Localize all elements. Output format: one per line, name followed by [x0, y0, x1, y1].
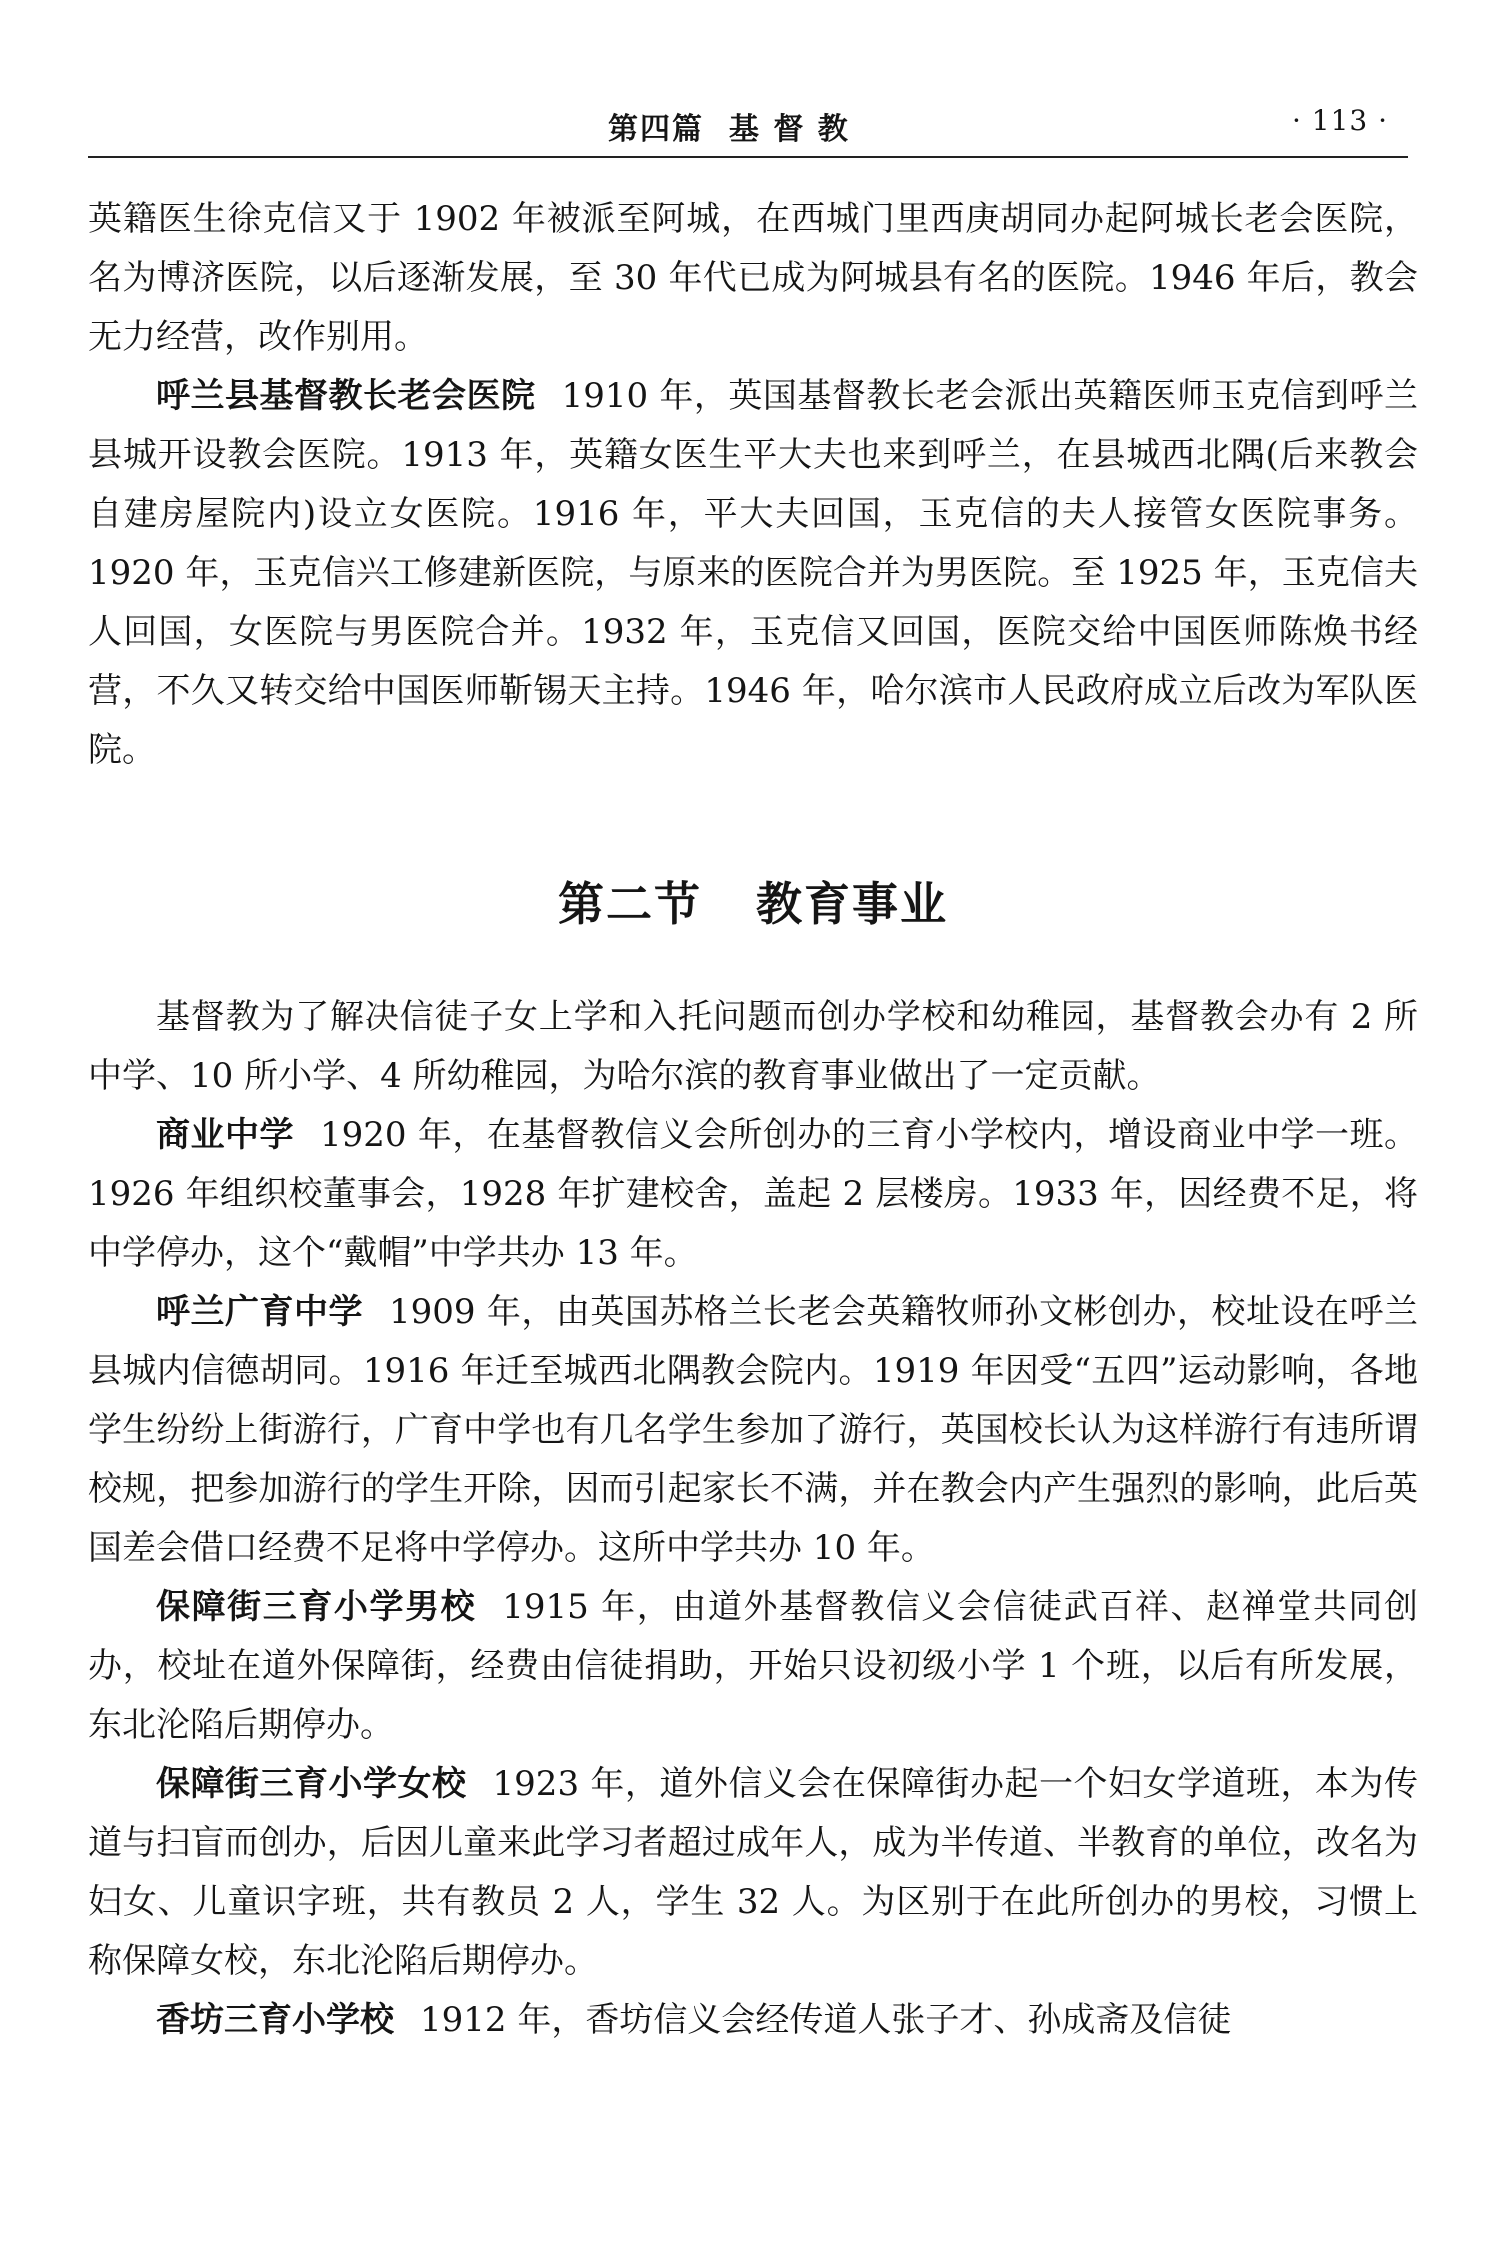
paragraph-baozhang-girls-school [88, 1755, 1418, 1991]
paragraph-intro [88, 988, 1418, 1106]
paragraph-lead: 商业中学 [156, 1115, 295, 1155]
paragraph-xiangfang-school [88, 1991, 1418, 2050]
paragraph-text: 英籍医生徐克信又于 1902 年被派至阿城，在西城门里西庚胡同办起阿城长老会医院，名为博济医院，以后逐渐发展，至 30 年代已成为阿城县有名的医院。1946 年后，教会无力经营，改作别用。 [88, 199, 1418, 357]
paragraph-continuation [88, 190, 1418, 367]
section-title: 第二节 教育事业 [557, 877, 949, 931]
paragraph-text: 1909 年，由英国苏格兰长老会英籍牧师孙文彬创办，校址设在呼兰县城内信德胡同。1916 年迁至城西北隅教会院内。1919 年因受“五四”运动影响，各地学生纷纷上街游行，广育中学也有几名学生参加了游行，英国校长认为这样游行有违所谓校规，把参加游行的学生开除，因而引起家长不满，并在教会内产生强烈的影响，此后英国差会借口经费不足将中学停办。这所中学共办 10 年。 [88, 1292, 1418, 1568]
paragraph-lead: 香坊三育小学校 [156, 2000, 394, 2040]
paragraph-text: 1920 年，在基督教信义会所创办的三育小学校内，增设商业中学一班。1926 年组织校董事会，1928 年扩建校舍，盖起 2 层楼房。1933 年，因经费不足，将中学停办，这个“戴帽”中学共办 13 年。 [88, 1115, 1419, 1273]
paragraph-lead: 保障街三育小学男校 [156, 1587, 477, 1627]
header-title: 第四篇 基 督 教 [608, 112, 850, 147]
paragraph-text: 1915 年，由道外基督教信义会信徒武百祥、赵禅堂共同创办，校址在道外保障街，经费由信徒捐助，开始只设初级小学 1 个班，以后有所发展，东北沦陷后期停办。 [88, 1587, 1418, 1745]
paragraph-hulan-hospital [88, 367, 1418, 780]
paragraph-lead: 呼兰县基督教长老会医院 [156, 376, 536, 416]
paragraph-text: 1912 年，香坊信义会经传道人张子才、孙成斋及信徒 [420, 2000, 1232, 2040]
page-number: · 113 · [1291, 104, 1388, 137]
paragraph-lead: 呼兰广育中学 [156, 1292, 364, 1332]
paragraph-text: 1910 年，英国基督教长老会派出英籍医师玉克信到呼兰县城开设教会医院。1913 年，英籍女医生平大夫也来到呼兰，在县城西北隅(后来教会自建房屋院内)设立女医院。1916 年，平大夫回国，玉克信的夫人接管女医院事务。1920 年，玉克信兴工修建新医院，与原来的医院合并为男医院。至 1925 年，玉克信夫人回国，女医院与男医院合并。1932 年，玉克信又回国，医院交给中国医师陈焕书经营，不久又转交给中国医师靳锡天主持。1946 年，哈尔滨市人民政府成立后改为军队医院。 [88, 376, 1418, 770]
paragraph-baozhang-boys-school [88, 1578, 1418, 1755]
running-header [88, 104, 1408, 152]
paragraph-commercial-middle-school [88, 1106, 1418, 1283]
paragraph-text: 基督教为了解决信徒子女上学和入托问题而创办学校和幼稚园，基督教会办有 2 所中学、10 所小学、4 所幼稚园，为哈尔滨的教育事业做出了一定贡献。 [88, 997, 1418, 1096]
paragraph-hulan-guangyu-school [88, 1283, 1418, 1578]
header-rule [88, 156, 1408, 158]
paragraph-lead: 保障街三育小学女校 [156, 1764, 467, 1804]
paragraph-text: 1923 年，道外信义会在保障街办起一个妇女学道班，本为传道与扫盲而创办，后因儿童来此学习者超过成年人，成为半传道、半教育的单位，改名为妇女、儿童识字班，共有教员 2 人，学生 32 人。为区别于在此所创办的男校，习惯上称保障女校，东北沦陷后期停办。 [88, 1764, 1418, 1981]
page-body [88, 190, 1418, 2050]
